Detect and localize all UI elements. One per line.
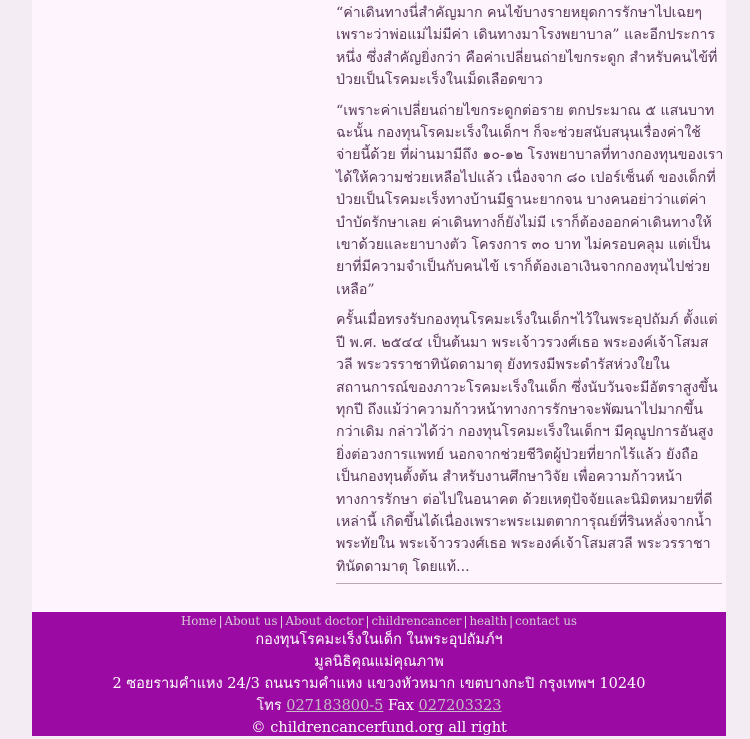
footer-link-about-us[interactable]: About us: [224, 614, 278, 628]
footer-foundation: มูลนิธิคุณแม่คุณภาพ: [314, 654, 444, 670]
content-divider: [336, 583, 722, 584]
footer-copyright: © childrencancerfund.org all right: [251, 720, 507, 736]
footer-nav: [32, 613, 726, 629]
nav-separator: |: [509, 614, 514, 628]
article-paragraph: “เพราะค่าเปลี่ยนถ่ายไขกระดูกต่อราย ตกประมาณ ๕ แสนบาท ฉะนั้น กองทุนโรคมะเร็งในเด็กฯ ก็จะช่วยสนับสนุนเรื่องค่าใช้จ่ายนี้ด้วย ที่ผ่านมามีถึง ๑๐-๑๒ โรงพยาบาลที่ทางกองทุนของเราได้ให้ความช่วยเหลือไปแล้ว เนื่องจาก ๘๐ เปอร์เซ็นต์ ของเด็กที่ป่วยเป็นโรคมะเร็งทางบ้านมีฐานะยากจน บางคนอย่าว่าแต่ค่าบำบัดรักษาเลย ค่าเดินทางก็ยังไม่มี เราก็ต้องออกค่าเดินทางให้เขาด้วยและยาบางตัว โครงการ ๓๐ บาท ไม่ครอบคลุม แต่เป็นยาที่มีความจำเป็นกับคนไข้ เราก็ต้องเอาเงินจากกองทุนไปช่วยเหลือ”: [336, 102, 724, 298]
fax-link[interactable]: 027203323: [418, 698, 502, 714]
article-paragraph: “ค่าเดินทางนี่สำคัญมาก คนไข้บางรายหยุดการรักษาไปเฉยๆ เพราะว่าพ่อแม่ไม่มีค่า เดินทางมาโรงพยาบาล” และอีกประการหนึ่ง ซึ่งสำคัญยิ่งกว่า คือค่าเปลี่ยนถ่ายไขกระดูก สำหรับคนไข้ที่ป่วยเป็นโรคมะเร็งในเม็ดเลือดขาว: [336, 5, 718, 89]
footer-link-health[interactable]: health: [469, 614, 508, 628]
footer-link-about-doctor[interactable]: About doctor: [285, 614, 364, 628]
footer-link-home[interactable]: Home: [181, 614, 217, 628]
footer-address: 2 ซอยรามคำแหง 24/3 ถนนรามคำแหง แขวงหัวหมาก เขตบางกะปิ กรุงเทพฯ 10240: [112, 676, 646, 692]
article-paragraph: ครั้นเมื่อทรงรับกองทุนโรคมะเร็งในเด็กฯไว้ในพระอุปถัมภ์ ตั้งแต่ปี พ.ศ. ๒๕๔๔ เป็นต้นมา พระเจ้าวรวงศ์เธอ พระองค์เจ้าโสมสวลี พระวรราชาทินัดดามาตุ ยังทรงมีพระดำรัสห่วงใยในสถานการณ์ของภาวะโรคมะเร็งในเด็ก ซึ่งนับวันจะมีอัตราสูงขึ้นทุกปี ถึงแม้ว่าความก้าวหน้าทางการรักษาจะพัฒนาไปมากขึ้นกว่าเดิม กล่าวได้ว่า กองทุนโรคมะเร็งในเด็กฯ มีคุณูปการอันสูงยิ่งต่อวงการแพทย์ นอกจากช่วยชีวิตผู้ป่วยที่ยากไร้แล้ว ยังถือเป็นกองทุนตั้งต้น สำหรับงานศึกษาวิจัย เพื่อความก้าวหน้าทางการรักษา ต่อไปในอนาคต ด้วยเหตุปัจจัยและนิมิตหมายที่ดี เหล่านี้ เกิดขึ้นได้เนื่องเพราะพระเมตตาการุณย์ที่รินหลั่งจากน้ำพระทัยใน พระเจ้าวรวงศ์เธอ พระองค์เจ้าโสมสวลี พระวรราชาทินัดดามาตุ โดยแท้...: [336, 312, 718, 575]
footer-link-contact-us[interactable]: contact us: [515, 614, 577, 628]
nav-separator: |: [218, 614, 223, 628]
footer-contact: [32, 695, 726, 717]
footer-org-name: กองทุนโรคมะเร็งในเด็ก ในพระอุปถัมภ์ฯ: [255, 632, 503, 648]
article-body: [336, 0, 724, 586]
nav-separator: |: [365, 614, 370, 628]
tel-link[interactable]: 027183800-5: [286, 698, 384, 714]
footer: [32, 612, 726, 736]
footer-link-childrencancer[interactable]: childrencancer: [371, 614, 462, 628]
tel-label: โทร: [256, 698, 282, 714]
fax-label: Fax: [387, 698, 414, 714]
nav-separator: |: [463, 614, 468, 628]
nav-separator: |: [279, 614, 284, 628]
